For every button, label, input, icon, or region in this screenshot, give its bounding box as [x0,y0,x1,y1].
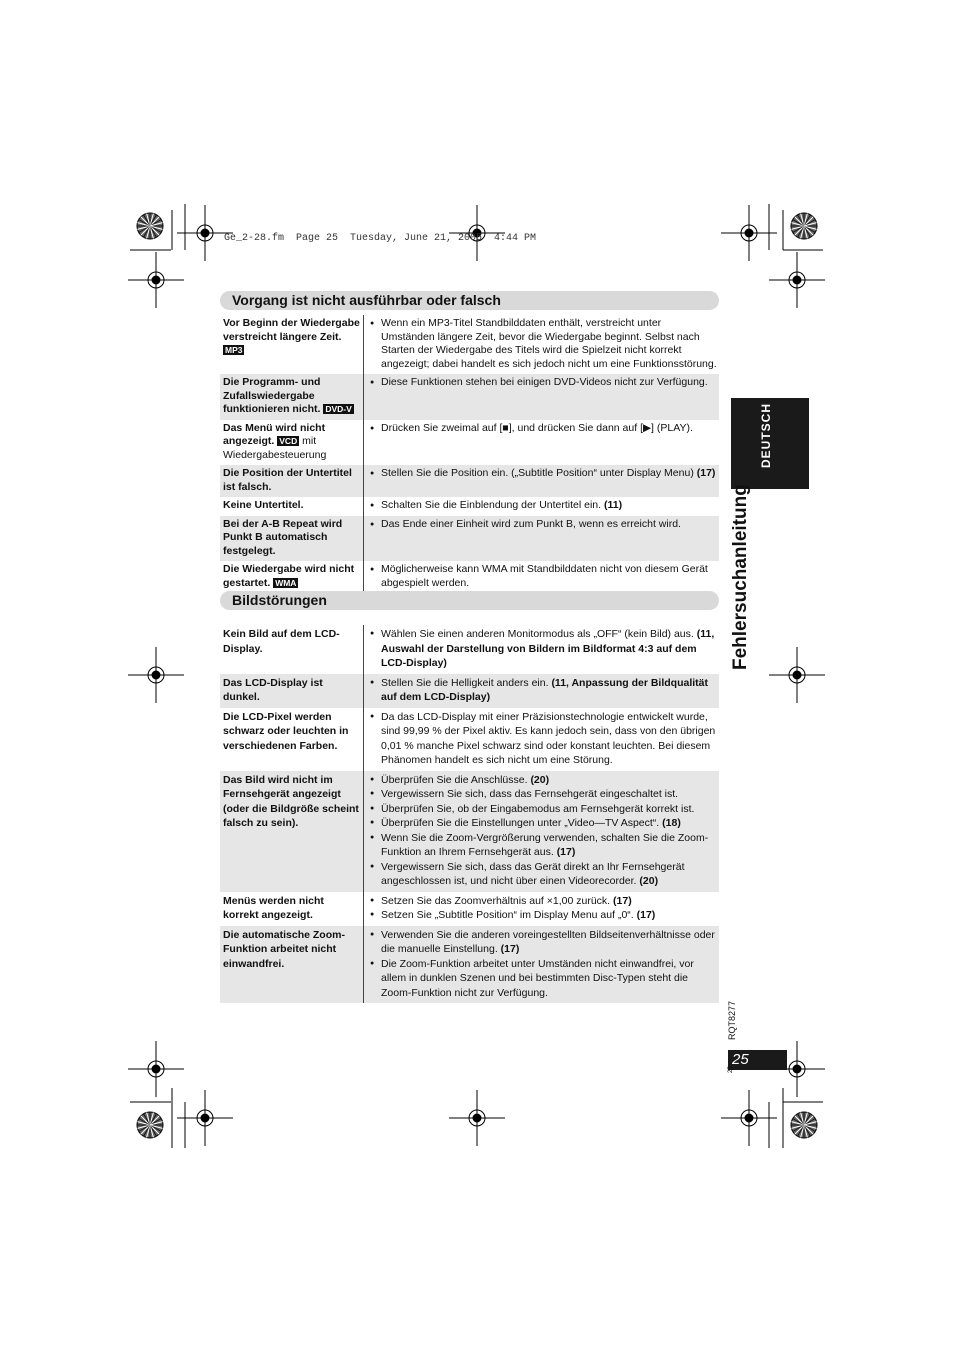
model-number: RQT8277 [727,1000,737,1040]
page-reference: (11) [603,499,623,511]
table-row [220,674,719,708]
crosshair-mark-icon [769,252,825,308]
page-reference: (17) [696,467,716,479]
page-reference: (17) [613,894,632,907]
solution-item [370,957,717,1001]
page-reference: (20) [639,875,659,887]
mp3-badge: MP3 [225,345,243,356]
solution-item [370,676,717,705]
solution-item [370,802,717,817]
solution-text: Vergewissern Sie sich, dass das Fernsehgerät eingeschaltet ist. [381,788,679,800]
color-rosette-icon [791,213,817,239]
table-row [220,708,719,771]
troubleshooting-table-operation [220,315,719,593]
solution-text: Wenn Sie die Zoom-Vergrößerung verwenden, schalten Sie die Zoom-Funktion an Ihrem Fernsehgerät aus. [381,831,709,858]
tiny-page-mark: 25 [728,1066,734,1073]
solution-item: ● Wenn ein MP3-Titel Standbilddaten enthält, verstreicht unter Umständen längere Zeit, bevor die Wiedergabe beginnt. Selbst nach Starten der Wiedergabe des Titels wird die Spielzeit nicht korrekt angezeigt; dabei handelt es sich jedoch nicht um eine Funktionsstörung. [370,317,717,371]
color-rosette-icon [137,213,163,239]
table-row [220,516,719,562]
troubleshooting-table-picture [220,625,719,1003]
solution-text: Setzen Sie das Zoomverhältnis auf ×1,00 zurück. [381,894,611,907]
problem-text: Die Programm- und Zufallswiedergabe funktionieren nicht. [223,376,321,415]
page-reference: (11, Anpassung der Bildqualität auf dem LCD-Display) [381,676,708,703]
solution-item [370,860,717,889]
chapter-title-vertical: Fehlersuchanleitung [730,484,751,670]
solution-item: ● Da das LCD-Display mit einer Präzisionstechnologie entwickelt wurde, sind 99,99 % der Pixel aktiv. Es kann jedoch sein, dass von den übrigen 0,01 % manche Pixel schwarz sind oder konstant leuchten. Bei diesem Phänomen handelt es sich nicht um eine Störung. [370,710,717,768]
crosshair-mark-icon [128,1041,184,1097]
page-number: 25 [732,1051,749,1068]
table-row [220,315,719,374]
page-reference: (17) [556,846,576,858]
problem-text: Die LCD-Pixel werden schwarz oder leuchten in verschiedenen Farben. [223,710,349,752]
table-row [220,926,719,1004]
solution-text: Setzen Sie „Subtitle Position“ im Display Menu auf „0“. [381,909,634,921]
solution-item [370,831,717,860]
crosshair-mark-icon [449,1090,505,1146]
table-row [220,625,719,674]
solution-text: Überprüfen Sie die Anschlüsse. [381,773,528,786]
problem-text: Das Bild wird nicht im Fernsehgerät angezeigt (oder die Bildgröße scheint falsch zu sein). [223,773,359,829]
solution-item: ● Drücken Sie zweimal auf [■], und drücken Sie dann auf [▶] (PLAY). [370,422,717,436]
solution-item [370,787,717,802]
language-tab [731,398,809,489]
solution-item [370,773,717,788]
solution-text: Stellen Sie die Helligkeit anders ein. [381,676,549,689]
solution-item: ● Möglicherweise kann WMA mit Standbilddaten nicht von diesem Gerät abgespielt werden. [370,563,717,590]
solution-text: Überprüfen Sie die Einstellungen unter „Video—TV Aspect“. [381,817,660,829]
problem-text: Vor Beginn der Wiedergabe verstreicht längere Zeit. [223,317,360,343]
color-rosette-icon [791,1112,817,1138]
table-row [220,561,719,593]
dvd-v-badge: DVD-V [325,404,352,415]
table-row [220,892,719,926]
solution-text: Die Zoom-Funktion arbeitet unter Umständen nicht einwandfrei, vor allem in dunklen Szenen und bei bestimmten Disc-Typen steht die Zoom-Funktion nicht zur Verfügung. [381,957,694,999]
crosshair-mark-icon [128,647,184,703]
solution-text: Stellen Sie die Position ein. („Subtitle Position“ unter Display Menu) [381,467,694,479]
problem-text: Das LCD-Display ist dunkel. [223,676,323,703]
solution-item [370,816,717,831]
table-row [220,374,719,420]
language-tab-label: DEUTSCH [759,402,773,468]
problem-text: Die Wiedergabe wird nicht gestartet. [223,563,355,589]
problem-text: Die automatische Zoom-Funktion arbeitet nicht einwandfrei. [223,928,345,970]
problem-text: Das Menü wird nicht angezeigt. [223,421,326,447]
solution-text: Verwenden Sie die anderen voreingestellten Bildseitenverhältnisse oder die manuelle Einstellung. [381,928,715,955]
crosshair-mark-icon [769,647,825,703]
table-row [220,420,719,466]
table-row [220,771,719,892]
problem-text: Menüs werden nicht korrekt angezeigt. [223,894,324,921]
problem-text-suffix: mit Wiedergabesteuerung [223,435,327,461]
color-rosette-icon [137,1112,163,1138]
solution-text: Schalten Sie die Einblendung der Untertitel ein. [381,499,602,511]
solution-item: ● Diese Funktionen stehen bei einigen DVD-Videos nicht zur Verfügung. [370,376,717,390]
solution-item [370,467,717,481]
solution-item [370,908,717,923]
section-title: Vorgang ist nicht ausführbar oder falsch [232,292,501,308]
file-header-line: Ge_2-28.fm Page 25 Tuesday, June 21, 2005 4:44 PM [224,233,537,244]
table-row [220,465,719,497]
solution-item [370,627,717,671]
page-reference: (17) [636,909,656,921]
section-title: Bildstörungen [232,592,327,608]
solution-item [370,499,717,513]
wma-badge: WMA [275,577,297,588]
crosshair-mark-icon [128,252,184,308]
problem-text: Kein Bild auf dem LCD-Display. [223,628,340,655]
vcd-badge: VCD [279,436,298,447]
page-reference: (20) [530,773,550,786]
section-header-bildstoerungen [220,591,719,610]
page-number-box [728,1050,787,1070]
problem-text: Die Position der Untertitel ist falsch. [223,467,352,493]
problem-text: Keine Untertitel. [223,499,304,511]
page-reference: (17) [500,943,520,955]
page-reference: (11, Auswahl der Darstellung von Bildern im Bildformat 4:3 auf dem LCD-Display) [381,628,715,669]
solution-text: Vergewissern Sie sich, dass das Gerät direkt an Ihr Fernsehgerät angeschlossen ist, und nicht über einen Videorecorder. [381,860,685,887]
solution-item: ● Das Ende einer Einheit wird zum Punkt B, wenn es erreicht wird. [370,518,717,532]
table-row [220,497,719,516]
solution-text: Überprüfen Sie, ob der Eingabemodus am Fernsehgerät korrekt ist. [381,802,695,815]
page-reference: (18) [662,817,681,829]
solution-item [370,928,717,957]
problem-text: Bei der A-B Repeat wird Punkt B automatisch festgelegt. [223,517,343,557]
solution-item [370,894,717,909]
solution-text: Wählen Sie einen anderen Monitormodus als „OFF“ (kein Bild) aus. [381,628,694,640]
section-header-vorgang [220,291,719,310]
